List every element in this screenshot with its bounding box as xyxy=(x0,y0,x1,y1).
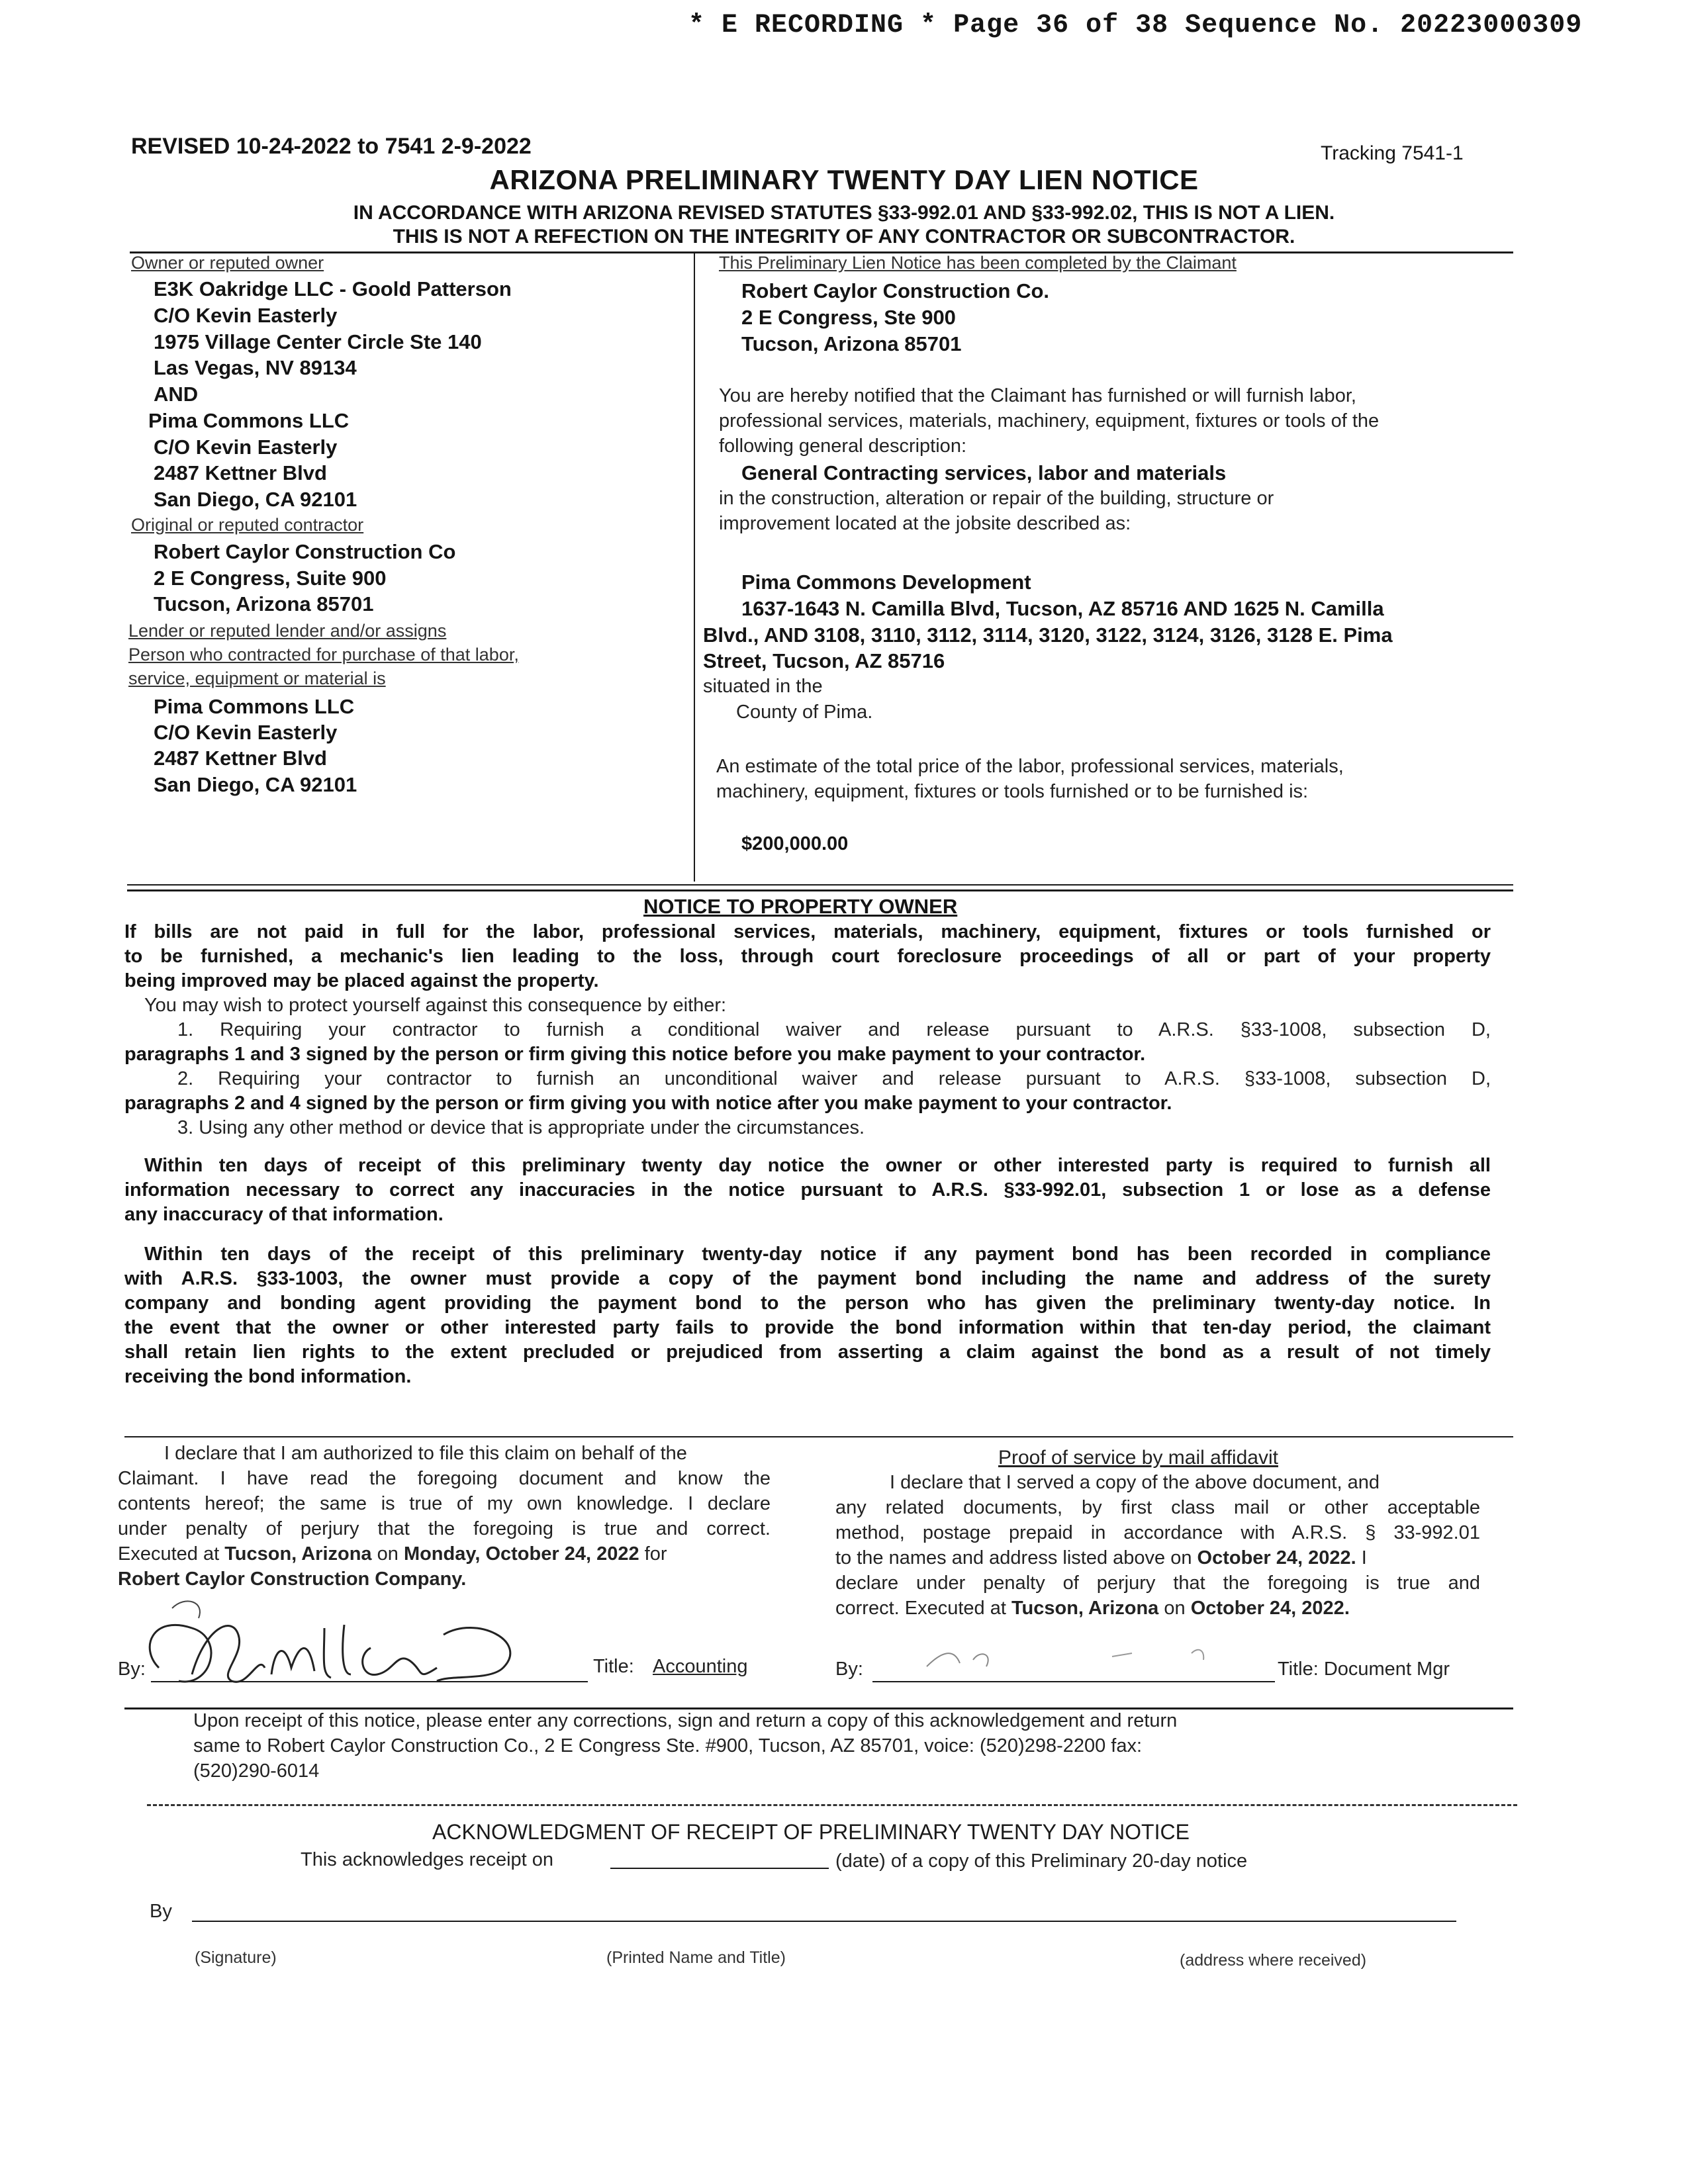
notice-p3-line: Within ten days of the receipt of this preliminary twenty-day notice if any payment bond has been recorded in compliance xyxy=(144,1244,1491,1265)
proof-line: any related documents, by first class mail or other acceptable xyxy=(835,1497,1480,1518)
executed-prefix: Executed at xyxy=(118,1543,225,1565)
declaration-line: Claimant. I have read the foregoing document and know the xyxy=(118,1468,771,1489)
ack-by-label: By xyxy=(150,1901,172,1922)
notice-p2-line: information necessary to correct any inaccuracies in the notice pursuant to A.R.S. §33-992.01, subsection 1 or lose as a defense xyxy=(124,1179,1491,1201)
proof-date-prefix: to the names and address listed above on xyxy=(835,1547,1197,1569)
owner-line: 2487 Kettner Blvd xyxy=(154,461,327,484)
jobsite-address-line: Street, Tucson, AZ 85716 xyxy=(703,649,945,672)
notice-rule-top xyxy=(127,884,1513,886)
owner-line: Las Vegas, NV 89134 xyxy=(154,356,357,379)
notice-p2-line: Within ten days of receipt of this preliminary twenty day notice the owner or other interested party is required to furnish all xyxy=(144,1155,1491,1176)
notified-line: You are hereby notified that the Claimant has furnished or will furnish labor, xyxy=(719,385,1356,406)
notice-p1-line: If bills are not paid in full for the labor, professional services, materials, machinery, equipment, fixtures or tools furnished or xyxy=(124,921,1491,942)
purchaser-label: Person who contracted for purchase of that labor, xyxy=(128,645,519,664)
declaration-line: I declare that I am authorized to file this claim on behalf of the xyxy=(164,1443,687,1464)
notice-heading: NOTICE TO PROPERTY OWNER xyxy=(643,895,958,918)
cut-line xyxy=(147,1804,1517,1806)
notice-item2: 2. Requiring your contractor to furnish an unconditional waiver and release pursuant to A.R.S. §33-1008, subsection D, xyxy=(177,1068,1491,1089)
declaration-title-label: Title: xyxy=(593,1656,634,1677)
owner-line: Pima Commons LLC xyxy=(148,409,350,432)
proof-line: method, postage prepaid in accordance with A.R.S. § 33-992.01 xyxy=(835,1522,1480,1543)
proof-line xyxy=(835,1547,1367,1569)
jobsite-name: Pima Commons Development xyxy=(741,570,1031,594)
jobsite-address-line: Blvd., AND 3108, 3110, 3112, 3114, 3120, 3122, 3124, 3126, 3128 E. Pima xyxy=(703,623,1393,647)
owner-label: Owner or reputed owner xyxy=(131,253,324,273)
statute-subtitle: IN ACCORDANCE WITH ARIZONA REVISED STATUTES §33-992.01 AND §33-992.02, THIS IS NOT A LIEN. xyxy=(353,202,1335,224)
notice-p3-line: receiving the bond information. xyxy=(124,1366,412,1387)
owner-line: San Diego, CA 92101 xyxy=(154,488,357,511)
return-note-line: (520)290-6014 xyxy=(193,1760,320,1782)
notice-p1-line: to be furnished, a mechanic's lien leading to the loss, through court foreclosure proceedings of all or part of your property xyxy=(124,946,1491,967)
declaration-rule xyxy=(124,1436,1513,1437)
situated-text: situated in the xyxy=(703,676,823,697)
ack-printed-name-caption: (Printed Name and Title) xyxy=(606,1948,786,1967)
tracking-number: Tracking 7541-1 xyxy=(1321,142,1464,164)
proof-line: declare under penalty of perjury that the foregoing is true and xyxy=(835,1572,1480,1594)
ack-signature-caption: (Signature) xyxy=(195,1948,277,1967)
notice-p3-line: company and bonding agent providing the payment bond to the person who has given the preliminary twenty-day notice. In xyxy=(124,1293,1491,1314)
notice-p3-line: with A.R.S. §33-1003, the owner must provide a copy of the payment bond including the name and address of the surety xyxy=(124,1268,1491,1289)
claimant-line: 2 E Congress, Ste 900 xyxy=(741,306,956,329)
proof-heading: Proof of service by mail affidavit xyxy=(998,1447,1278,1469)
claimant-label: This Preliminary Lien Notice has been completed by the Claimant xyxy=(719,253,1237,273)
claimant-line: Robert Caylor Construction Co. xyxy=(741,279,1050,302)
owner-line: C/O Kevin Easterly xyxy=(154,304,338,327)
executed-for: for xyxy=(639,1543,667,1565)
declaration-line: under penalty of perjury that the foregoing is true and correct. xyxy=(118,1518,771,1539)
proof-executed xyxy=(835,1598,1350,1619)
proof-executed-on: on xyxy=(1158,1598,1191,1619)
owner-line: E3K Oakridge LLC - Goold Patterson xyxy=(154,277,512,300)
notice-item2: paragraphs 2 and 4 signed by the person or firm giving you with notice after you make payment to your contractor. xyxy=(124,1093,1172,1114)
ack-date-line[interactable] xyxy=(610,1868,829,1869)
executed-on: on xyxy=(371,1543,404,1565)
ack-receipt-prefix: This acknowledges receipt on xyxy=(301,1849,554,1870)
jobsite-address-line: 1637-1643 N. Camilla Blvd, Tucson, AZ 85716 AND 1625 N. Camilla xyxy=(741,597,1384,620)
return-note-line: same to Robert Caylor Construction Co., 2 E Congress Ste. #900, Tucson, AZ 85701, voice: (520)298-2200 fax: xyxy=(193,1735,1143,1756)
declaration-company: Robert Caylor Construction Company. xyxy=(118,1569,467,1590)
construction-line: improvement located at the jobsite described as: xyxy=(719,513,1131,534)
proof-date: October 24, 2022. xyxy=(1197,1547,1356,1569)
claimant-line: Tucson, Arizona 85701 xyxy=(741,332,962,355)
notice-protect: You may wish to protect yourself against this consequence by either: xyxy=(144,995,727,1016)
purchaser-line: C/O Kevin Easterly xyxy=(154,721,338,744)
declaration-line: contents hereof; the same is true of my own knowledge. I declare xyxy=(118,1493,771,1514)
document-title: ARIZONA PRELIMINARY TWENTY DAY LIEN NOTICE xyxy=(489,164,1199,195)
proof-executed-date: October 24, 2022. xyxy=(1190,1598,1350,1619)
notified-line: professional services, materials, machinery, equipment, fixtures or tools of the xyxy=(719,410,1380,432)
purchaser-line: San Diego, CA 92101 xyxy=(154,773,357,796)
proof-executed-city: Tucson, Arizona xyxy=(1011,1598,1159,1619)
proof-date-suffix: I xyxy=(1356,1547,1367,1569)
ack-heading: ACKNOWLEDGMENT OF RECEIPT OF PRELIMINARY TWENTY DAY NOTICE xyxy=(432,1820,1190,1844)
contractor-line: Tucson, Arizona 85701 xyxy=(154,592,374,615)
county-text: County of Pima. xyxy=(736,702,873,723)
lender-label: Lender or reputed lender and/or assigns xyxy=(128,621,447,641)
return-note-line: Upon receipt of this notice, please enter any corrections, sign and return a copy of this acknowledgement and return xyxy=(193,1710,1178,1731)
proof-executed-prefix: correct. Executed at xyxy=(835,1598,1011,1619)
column-divider xyxy=(694,253,695,882)
notice-p3-line: shall retain lien rights to the extent precluded or prejudiced from asserting a claim against the bond as a result of not timely xyxy=(124,1342,1491,1363)
contractor-line: 2 E Congress, Suite 900 xyxy=(154,567,387,590)
notice-p1-line: being improved may be placed against the property. xyxy=(124,970,599,991)
notice-item3: 3. Using any other method or device that is appropriate under the circumstances. xyxy=(177,1117,865,1138)
ack-address-caption: (address where received) xyxy=(1180,1951,1367,1970)
owner-line: 1975 Village Center Circle Ste 140 xyxy=(154,330,482,353)
purchaser-line: 2487 Kettner Blvd xyxy=(154,747,327,770)
ack-signature-line[interactable] xyxy=(192,1921,1456,1922)
owner-line: AND xyxy=(154,383,199,406)
ack-receipt-suffix: (date) of a copy of this Preliminary 20-day notice xyxy=(835,1850,1248,1872)
return-rule xyxy=(124,1707,1513,1709)
notice-p3-line: the event that the owner or other interested party fails to provide the bond information within that ten-day period, the claimant xyxy=(124,1317,1491,1338)
executed-date: Monday, October 24, 2022 xyxy=(403,1543,639,1565)
estimate-line: machinery, equipment, fixtures or tools furnished or to be furnished is: xyxy=(716,781,1309,802)
notice-item1: paragraphs 1 and 3 signed by the person or firm giving this notice before you make payment to your contractor. xyxy=(124,1044,1146,1065)
contractor-line: Robert Caylor Construction Co xyxy=(154,540,456,563)
notice-p2-line: any inaccuracy of that information. xyxy=(124,1204,444,1225)
notice-item1: 1. Requiring your contractor to furnish a conditional waiver and release pursuant to A.R.S. §33-1008, subsection D, xyxy=(177,1019,1491,1040)
notice-rule-bottom xyxy=(127,889,1513,891)
purchaser-line: Pima Commons LLC xyxy=(154,695,355,718)
work-description: General Contracting services, labor and materials xyxy=(741,461,1227,484)
proof-by-label: By: xyxy=(835,1659,863,1680)
declaration-by-label: By: xyxy=(118,1659,146,1680)
construction-line: in the construction, alteration or repair of the building, structure or xyxy=(719,488,1274,509)
proof-title: Title: Document Mgr xyxy=(1278,1659,1450,1680)
purchaser-label: service, equipment or material is xyxy=(128,668,386,688)
notified-line: following general description: xyxy=(719,435,966,457)
executed-city: Tucson, Arizona xyxy=(224,1543,372,1565)
declaration-executed xyxy=(118,1543,667,1565)
integrity-subtitle: THIS IS NOT A REFECTION ON THE INTEGRITY OF ANY CONTRACTOR OR SUBCONTRACTOR. xyxy=(393,226,1295,248)
proof-signature-image xyxy=(914,1633,1258,1680)
estimate-amount: $200,000.00 xyxy=(741,833,849,854)
revised-note: REVISED 10-24-2022 to 7541 2-9-2022 xyxy=(131,134,532,159)
estimate-line: An estimate of the total price of the labor, professional services, materials, xyxy=(716,756,1344,777)
proof-signature-line xyxy=(872,1681,1275,1682)
contractor-label: Original or reputed contractor xyxy=(131,515,364,535)
owner-line: C/O Kevin Easterly xyxy=(154,435,338,459)
proof-line: I declare that I served a copy of the above document, and xyxy=(890,1472,1380,1493)
signature-image xyxy=(132,1588,543,1701)
declaration-title-value: Accounting xyxy=(653,1656,748,1677)
recording-header: * E RECORDING * Page 36 of 38 Sequence No. 20223000309 xyxy=(688,11,1583,40)
